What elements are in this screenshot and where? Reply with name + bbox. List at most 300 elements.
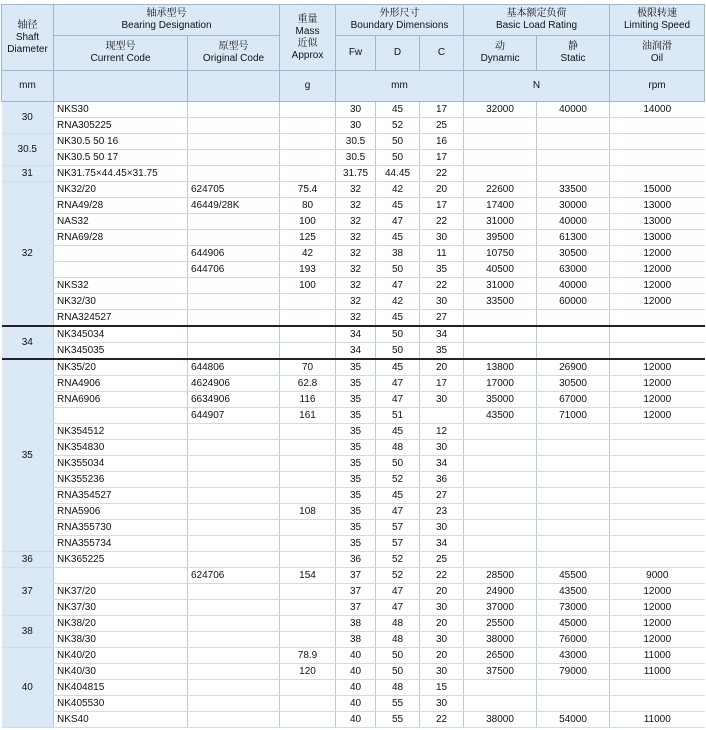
oil-cell: 11000 xyxy=(610,664,705,680)
c-cell: 22 xyxy=(420,214,464,230)
original-code-cell: 644906 xyxy=(188,246,280,262)
dynamic-cell: 31000 xyxy=(464,278,537,294)
shaft-diameter-cell: 40 xyxy=(2,648,54,728)
static-cell xyxy=(537,680,610,696)
static-cell xyxy=(537,150,610,166)
d-cell: 52 xyxy=(376,118,420,134)
d-cell: 57 xyxy=(376,520,420,536)
c-cell: 35 xyxy=(420,343,464,360)
d-cell: 55 xyxy=(376,712,420,728)
current-code-cell: NK365225 xyxy=(54,552,188,568)
static-cell xyxy=(537,696,610,712)
unit-load: N xyxy=(464,71,610,102)
c-cell: 20 xyxy=(420,182,464,198)
c-cell: 20 xyxy=(420,648,464,664)
d-cell: 48 xyxy=(376,680,420,696)
original-code-cell xyxy=(188,166,280,182)
current-code-cell: NK37/20 xyxy=(54,584,188,600)
table-row xyxy=(2,504,705,520)
static-cell: 30500 xyxy=(537,376,610,392)
static-cell: 43500 xyxy=(537,584,610,600)
original-code-cell xyxy=(188,456,280,472)
table-row xyxy=(2,712,705,728)
oil-cell: 12000 xyxy=(610,278,705,294)
d-cell: 42 xyxy=(376,294,420,310)
c-cell xyxy=(420,408,464,424)
fw-cell: 37 xyxy=(336,568,376,584)
original-code-cell xyxy=(188,343,280,360)
fw-cell: 38 xyxy=(336,616,376,632)
oil-cell: 12000 xyxy=(610,294,705,310)
current-code-cell: NK35/20 xyxy=(54,359,188,376)
mass-cell xyxy=(280,102,336,118)
static-cell: 40000 xyxy=(537,102,610,118)
d-cell: 50 xyxy=(376,150,420,166)
dynamic-header: 动 Dynamic xyxy=(464,36,537,71)
d-cell: 51 xyxy=(376,408,420,424)
fw-cell: 32 xyxy=(336,294,376,310)
table-row xyxy=(2,632,705,648)
basic-load-rating-header: 基本额定负荷 Basic Load Rating xyxy=(464,5,610,36)
dynamic-cell: 17400 xyxy=(464,198,537,214)
mass-cell xyxy=(280,712,336,728)
fw-cell: 32 xyxy=(336,278,376,294)
dynamic-cell: 25500 xyxy=(464,616,537,632)
dynamic-cell: 22600 xyxy=(464,182,537,198)
static-cell: 61300 xyxy=(537,230,610,246)
shaft-diameter-cell: 30.5 xyxy=(2,134,54,166)
oil-cell: 14000 xyxy=(610,102,705,118)
d-cell: 45 xyxy=(376,230,420,246)
bearing-table xyxy=(1,4,705,728)
d-cell: 45 xyxy=(376,424,420,440)
fw-cell: 35 xyxy=(336,424,376,440)
d-cell: 47 xyxy=(376,376,420,392)
oil-cell xyxy=(610,440,705,456)
oil-cell: 13000 xyxy=(610,214,705,230)
c-cell: 30 xyxy=(420,664,464,680)
original-code-cell xyxy=(188,520,280,536)
d-header: D xyxy=(376,36,420,71)
original-code-cell xyxy=(188,504,280,520)
current-code-cell: RNA355730 xyxy=(54,520,188,536)
dynamic-cell: 37500 xyxy=(464,664,537,680)
oil-cell xyxy=(610,456,705,472)
c-cell: 27 xyxy=(420,310,464,327)
dynamic-cell: 40500 xyxy=(464,262,537,278)
table-row xyxy=(2,536,705,552)
original-code-cell xyxy=(188,680,280,696)
d-cell: 48 xyxy=(376,440,420,456)
table-row xyxy=(2,310,705,327)
shaft-diameter-cell: 32 xyxy=(2,182,54,327)
c-cell: 30 xyxy=(420,632,464,648)
current-code-cell: NK40/30 xyxy=(54,664,188,680)
d-cell: 45 xyxy=(376,359,420,376)
oil-cell: 13000 xyxy=(610,230,705,246)
fw-cell: 40 xyxy=(336,664,376,680)
fw-cell: 32 xyxy=(336,214,376,230)
mass-cell: 80 xyxy=(280,198,336,214)
table-row xyxy=(2,262,705,278)
d-cell: 45 xyxy=(376,310,420,327)
bearing-designation-header: 轴承型号 Bearing Designation xyxy=(54,5,280,36)
original-code-cell xyxy=(188,584,280,600)
fw-cell: 32 xyxy=(336,182,376,198)
oil-cell xyxy=(610,118,705,134)
limiting-speed-header: 极限转速 Limiting Speed xyxy=(610,5,705,36)
shaft-diameter-cell: 35 xyxy=(2,359,54,552)
d-cell: 50 xyxy=(376,664,420,680)
fw-cell: 35 xyxy=(336,488,376,504)
static-cell xyxy=(537,326,610,343)
c-cell: 12 xyxy=(420,424,464,440)
table-row xyxy=(2,359,705,376)
static-cell: 30000 xyxy=(537,198,610,214)
table-row xyxy=(2,326,705,343)
fw-cell: 40 xyxy=(336,712,376,728)
mass-cell: 100 xyxy=(280,214,336,230)
fw-cell: 35 xyxy=(336,440,376,456)
original-code-cell xyxy=(188,600,280,616)
d-cell: 45 xyxy=(376,198,420,214)
d-cell: 42 xyxy=(376,182,420,198)
mass-cell xyxy=(280,310,336,327)
static-cell: 40000 xyxy=(537,214,610,230)
oil-cell xyxy=(610,134,705,150)
d-cell: 50 xyxy=(376,456,420,472)
original-code-cell xyxy=(188,616,280,632)
mass-cell: 78.9 xyxy=(280,648,336,664)
oil-cell xyxy=(610,680,705,696)
original-code-cell: 46449/28K xyxy=(188,198,280,214)
fw-cell: 36 xyxy=(336,552,376,568)
current-code-cell: NK404815 xyxy=(54,680,188,696)
shaft-diameter-cell: 34 xyxy=(2,326,54,359)
table-row xyxy=(2,424,705,440)
original-code-cell xyxy=(188,118,280,134)
dynamic-cell: 33500 xyxy=(464,294,537,310)
dynamic-cell xyxy=(464,424,537,440)
oil-cell xyxy=(610,488,705,504)
table-row xyxy=(2,440,705,456)
original-code-cell: 644806 xyxy=(188,359,280,376)
mass-cell xyxy=(280,326,336,343)
fw-cell: 32 xyxy=(336,198,376,214)
original-code-cell xyxy=(188,440,280,456)
table-row xyxy=(2,616,705,632)
c-cell: 30 xyxy=(420,696,464,712)
table-row xyxy=(2,150,705,166)
c-cell: 36 xyxy=(420,472,464,488)
fw-cell: 32 xyxy=(336,246,376,262)
static-cell xyxy=(537,488,610,504)
original-code-cell xyxy=(188,102,280,118)
original-code-cell xyxy=(188,664,280,680)
current-code-cell: RNA305225 xyxy=(54,118,188,134)
current-code-cell: NK354830 xyxy=(54,440,188,456)
mass-cell: 116 xyxy=(280,392,336,408)
fw-cell: 30 xyxy=(336,118,376,134)
dynamic-cell xyxy=(464,150,537,166)
original-code-cell xyxy=(188,712,280,728)
table-row xyxy=(2,278,705,294)
dynamic-cell: 37000 xyxy=(464,600,537,616)
oil-cell: 12000 xyxy=(610,246,705,262)
oil-cell xyxy=(610,310,705,327)
oil-cell: 12000 xyxy=(610,616,705,632)
fw-cell: 40 xyxy=(336,696,376,712)
c-cell: 22 xyxy=(420,278,464,294)
c-cell: 11 xyxy=(420,246,464,262)
unit-dimensions: mm xyxy=(336,71,464,102)
d-cell: 50 xyxy=(376,134,420,150)
static-cell xyxy=(537,504,610,520)
current-code-cell: RNA354527 xyxy=(54,488,188,504)
fw-cell: 35 xyxy=(336,376,376,392)
oil-cell: 12000 xyxy=(610,392,705,408)
d-cell: 52 xyxy=(376,568,420,584)
d-cell: 47 xyxy=(376,392,420,408)
d-cell: 47 xyxy=(376,214,420,230)
dynamic-cell: 43500 xyxy=(464,408,537,424)
c-cell: 30 xyxy=(420,294,464,310)
shaft-diameter-cell: 31 xyxy=(2,166,54,182)
oil-cell: 12000 xyxy=(610,632,705,648)
original-code-cell xyxy=(188,230,280,246)
original-code-cell: 624705 xyxy=(188,182,280,198)
bearing-spec-sheet xyxy=(1,4,704,728)
mass-cell xyxy=(280,294,336,310)
fw-cell: 40 xyxy=(336,680,376,696)
current-code-cell: NK32/20 xyxy=(54,182,188,198)
mass-cell: 108 xyxy=(280,504,336,520)
shaft-diameter-cell: 36 xyxy=(2,552,54,568)
current-code-cell: NKS40 xyxy=(54,712,188,728)
dynamic-cell: 17000 xyxy=(464,376,537,392)
original-code-cell xyxy=(188,488,280,504)
original-code-cell xyxy=(188,536,280,552)
fw-cell: 30.5 xyxy=(336,134,376,150)
dynamic-cell: 10750 xyxy=(464,246,537,262)
c-cell: 25 xyxy=(420,552,464,568)
current-code-cell: NK30.5 50 16 xyxy=(54,134,188,150)
current-code-cell: NK37/30 xyxy=(54,600,188,616)
table-row xyxy=(2,488,705,504)
mass-cell xyxy=(280,424,336,440)
mass-cell: 154 xyxy=(280,568,336,584)
table-row xyxy=(2,680,705,696)
mass-cell xyxy=(280,472,336,488)
original-code-cell xyxy=(188,632,280,648)
original-code-cell xyxy=(188,696,280,712)
shaft-diameter-cell: 30 xyxy=(2,102,54,134)
original-code-cell xyxy=(188,278,280,294)
fw-cell: 38 xyxy=(336,632,376,648)
original-code-header: 原型号 Original Code xyxy=(188,36,280,71)
table-row xyxy=(2,102,705,118)
oil-cell xyxy=(610,150,705,166)
d-cell: 44.45 xyxy=(376,166,420,182)
original-code-cell xyxy=(188,326,280,343)
original-code-cell: 6634906 xyxy=(188,392,280,408)
dynamic-cell: 24900 xyxy=(464,584,537,600)
mass-cell xyxy=(280,680,336,696)
dynamic-cell xyxy=(464,310,537,327)
table-row xyxy=(2,456,705,472)
d-cell: 48 xyxy=(376,616,420,632)
d-cell: 52 xyxy=(376,472,420,488)
table-row xyxy=(2,198,705,214)
mass-cell: 193 xyxy=(280,262,336,278)
oil-cell xyxy=(610,552,705,568)
current-code-cell: RNA5906 xyxy=(54,504,188,520)
current-code-cell xyxy=(54,262,188,278)
fw-cell: 34 xyxy=(336,326,376,343)
current-code-cell: NK355236 xyxy=(54,472,188,488)
table-row xyxy=(2,118,705,134)
unit-original xyxy=(188,71,280,102)
d-cell: 45 xyxy=(376,102,420,118)
fw-cell: 35 xyxy=(336,456,376,472)
mass-cell: 100 xyxy=(280,278,336,294)
c-cell: 34 xyxy=(420,536,464,552)
oil-cell: 12000 xyxy=(610,262,705,278)
unit-current xyxy=(54,71,188,102)
static-cell: 67000 xyxy=(537,392,610,408)
d-cell: 50 xyxy=(376,343,420,360)
d-cell: 47 xyxy=(376,278,420,294)
mass-cell xyxy=(280,520,336,536)
fw-cell: 37 xyxy=(336,584,376,600)
dynamic-cell xyxy=(464,134,537,150)
mass-cell xyxy=(280,552,336,568)
mass-cell xyxy=(280,584,336,600)
d-cell: 57 xyxy=(376,536,420,552)
dynamic-cell: 32000 xyxy=(464,102,537,118)
table-row xyxy=(2,584,705,600)
table-body xyxy=(2,102,705,728)
current-code-cell xyxy=(54,408,188,424)
oil-cell xyxy=(610,520,705,536)
mass-cell: 75.4 xyxy=(280,182,336,198)
static-cell: 45500 xyxy=(537,568,610,584)
d-cell: 47 xyxy=(376,600,420,616)
mass-cell xyxy=(280,118,336,134)
current-code-cell: NK30.5 50 17 xyxy=(54,150,188,166)
unit-mass: g xyxy=(280,71,336,102)
static-cell xyxy=(537,440,610,456)
c-cell: 23 xyxy=(420,504,464,520)
d-cell: 45 xyxy=(376,488,420,504)
current-code-cell: RNA6906 xyxy=(54,392,188,408)
original-code-cell: 624706 xyxy=(188,568,280,584)
mass-cell xyxy=(280,343,336,360)
d-cell: 38 xyxy=(376,246,420,262)
c-cell: 20 xyxy=(420,584,464,600)
current-code-cell xyxy=(54,568,188,584)
unit-speed: rpm xyxy=(610,71,705,102)
original-code-cell: 4624906 xyxy=(188,376,280,392)
oil-cell: 9000 xyxy=(610,568,705,584)
mass-cell xyxy=(280,616,336,632)
shaft-diameter-header: 轴径 Shaft Diameter xyxy=(2,5,54,71)
c-cell: 17 xyxy=(420,102,464,118)
d-cell: 50 xyxy=(376,262,420,278)
mass-cell xyxy=(280,696,336,712)
dynamic-cell: 39500 xyxy=(464,230,537,246)
fw-cell: 37 xyxy=(336,600,376,616)
c-cell: 35 xyxy=(420,262,464,278)
dynamic-cell: 26500 xyxy=(464,648,537,664)
oil-cell: 12000 xyxy=(610,408,705,424)
mass-cell xyxy=(280,440,336,456)
oil-cell xyxy=(610,166,705,182)
original-code-cell xyxy=(188,552,280,568)
mass-cell xyxy=(280,632,336,648)
table-header xyxy=(2,5,705,102)
static-cell: 54000 xyxy=(537,712,610,728)
dynamic-cell xyxy=(464,680,537,696)
c-cell: 17 xyxy=(420,150,464,166)
current-code-cell: RNA69/28 xyxy=(54,230,188,246)
shaft-diameter-cell: 38 xyxy=(2,616,54,648)
table-row xyxy=(2,230,705,246)
table-row xyxy=(2,552,705,568)
static-cell: 26900 xyxy=(537,359,610,376)
fw-cell: 40 xyxy=(336,648,376,664)
current-code-cell: NK345034 xyxy=(54,326,188,343)
c-cell: 30 xyxy=(420,392,464,408)
c-cell: 17 xyxy=(420,376,464,392)
d-cell: 48 xyxy=(376,632,420,648)
c-cell: 27 xyxy=(420,488,464,504)
mass-cell xyxy=(280,456,336,472)
table-row xyxy=(2,182,705,198)
dynamic-cell xyxy=(464,326,537,343)
c-cell: 22 xyxy=(420,568,464,584)
c-cell: 17 xyxy=(420,198,464,214)
oil-cell: 12000 xyxy=(610,584,705,600)
fw-cell: 31.75 xyxy=(336,166,376,182)
shaft-diameter-cell: 37 xyxy=(2,568,54,616)
static-cell xyxy=(537,520,610,536)
static-cell: 71000 xyxy=(537,408,610,424)
d-cell: 47 xyxy=(376,584,420,600)
original-code-cell xyxy=(188,472,280,488)
static-cell xyxy=(537,134,610,150)
static-cell: 45000 xyxy=(537,616,610,632)
table-row xyxy=(2,600,705,616)
original-code-cell: 644706 xyxy=(188,262,280,278)
dynamic-cell xyxy=(464,552,537,568)
dynamic-cell xyxy=(464,118,537,134)
original-code-cell xyxy=(188,310,280,327)
table-row xyxy=(2,166,705,182)
c-cell: 20 xyxy=(420,359,464,376)
current-code-cell: RNA4906 xyxy=(54,376,188,392)
c-cell: 15 xyxy=(420,680,464,696)
fw-cell: 35 xyxy=(336,504,376,520)
table-row xyxy=(2,664,705,680)
current-code-header: 现型号 Current Code xyxy=(54,36,188,71)
oil-cell xyxy=(610,326,705,343)
static-header: 静 Static xyxy=(537,36,610,71)
static-cell xyxy=(537,552,610,568)
mass-cell xyxy=(280,488,336,504)
dynamic-cell xyxy=(464,520,537,536)
original-code-cell xyxy=(188,214,280,230)
